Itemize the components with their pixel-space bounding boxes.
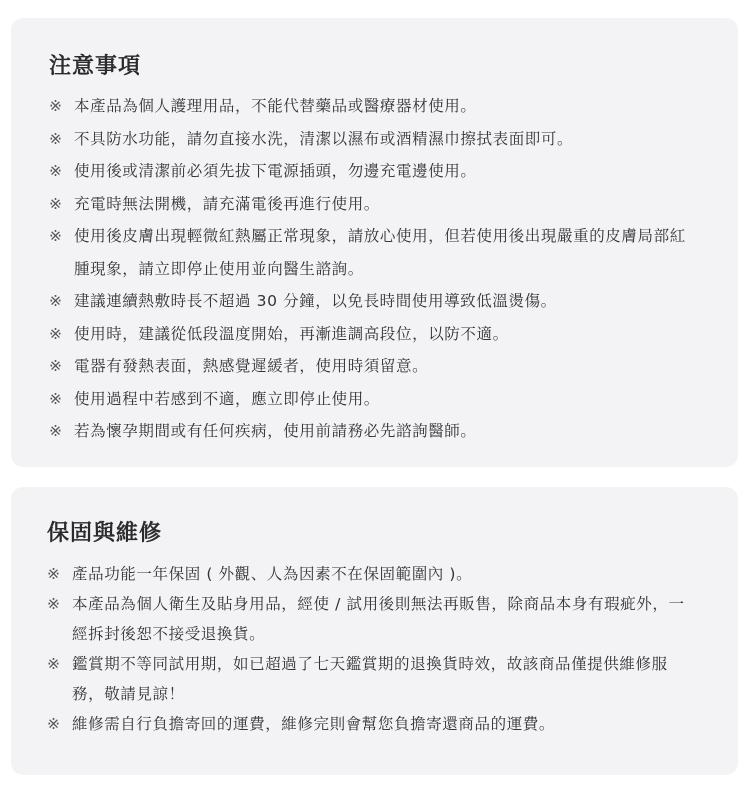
precaution-text: 使用時，建議從低段溫度開始，再漸進調高段位，以防不適。: [74, 324, 509, 343]
precaution-text: 使用後或清潔前必須先拔下電源插頭，勿邊充電邊使用。: [74, 162, 477, 180]
precaution-text: 使用過程中若感到不適，應立即停止使用。: [74, 389, 380, 408]
precaution-text: 電器有發熱表面，熱感覺遲緩者，使用時須留意。: [74, 357, 429, 375]
precaution-item: [49, 220, 738, 285]
reference-mark-icon: ※: [49, 227, 63, 245]
warranty-text: 鑑賞期不等同試用期，如已超過了七天鑑賞期的退換貨時效，故該商品僅提供維修服務，敬請見諒！: [72, 655, 668, 703]
warranty-list: [47, 559, 738, 739]
precaution-item: [49, 188, 738, 221]
precaution-item: [49, 285, 738, 318]
warranty-text: 本產品為個人衛生及貼身用品，經使 / 試用後則無法再販售，除商品本身有瑕疵外，一經拆封後恕不接受退換貨。: [72, 595, 685, 643]
warranty-item: [47, 589, 738, 649]
reference-mark-icon: ※: [49, 292, 63, 310]
precaution-item: [49, 415, 738, 448]
precaution-item: [49, 90, 738, 123]
reference-mark-icon: ※: [47, 655, 61, 673]
reference-mark-icon: ※: [49, 129, 63, 148]
precaution-item: [49, 318, 738, 351]
precautions-title: 注意事項: [49, 54, 142, 79]
warranty-title: 保固與維修: [47, 521, 163, 546]
warranty-item: [47, 649, 738, 709]
reference-mark-icon: ※: [49, 324, 63, 343]
precaution-text: 本產品為個人護理用品，不能代替藥品或醫療器材使用。: [74, 97, 477, 115]
precautions-card: [11, 18, 738, 467]
reference-mark-icon: ※: [49, 194, 63, 213]
warranty-text: 產品功能一年保固 ( 外觀、人為因素不在保固範圍內 )。: [72, 565, 473, 583]
precaution-text: 建議連續熱敷時長不超過 30 分鐘，以免長時間使用導致低溫燙傷。: [74, 292, 557, 310]
reference-mark-icon: ※: [49, 389, 63, 408]
reference-mark-icon: ※: [49, 162, 63, 180]
warranty-item: [47, 559, 738, 589]
precaution-text: 充電時無法開機，請充滿電後再進行使用。: [74, 194, 380, 213]
reference-mark-icon: ※: [47, 565, 61, 583]
reference-mark-icon: ※: [49, 97, 63, 115]
precaution-text: 不具防水功能，請勿直接水洗，清潔以濕布或酒精濕巾擦拭表面即可。: [74, 129, 574, 148]
precaution-item: [49, 350, 738, 383]
precautions-list: [49, 90, 738, 448]
precaution-item: [49, 123, 738, 156]
reference-mark-icon: ※: [47, 715, 61, 733]
reference-mark-icon: ※: [47, 595, 61, 613]
reference-mark-icon: ※: [49, 357, 63, 375]
warranty-item: [47, 709, 738, 739]
reference-mark-icon: ※: [49, 422, 63, 440]
warranty-text: 維修需自行負擔寄回的運費，維修完則會幫您負擔寄還商品的運費。: [72, 715, 556, 733]
warranty-card: [11, 487, 738, 775]
precaution-item: [49, 155, 738, 188]
precaution-text: 若為懷孕期間或有任何疾病，使用前請務必先諮詢醫師。: [74, 422, 477, 440]
precaution-item: [49, 383, 738, 416]
precaution-text: 使用後皮膚出現輕微紅熱屬正常現象，請放心使用，但若使用後出現嚴重的皮膚局部紅腫現象，請立即停止使用並向醫生諮詢。: [74, 227, 686, 278]
